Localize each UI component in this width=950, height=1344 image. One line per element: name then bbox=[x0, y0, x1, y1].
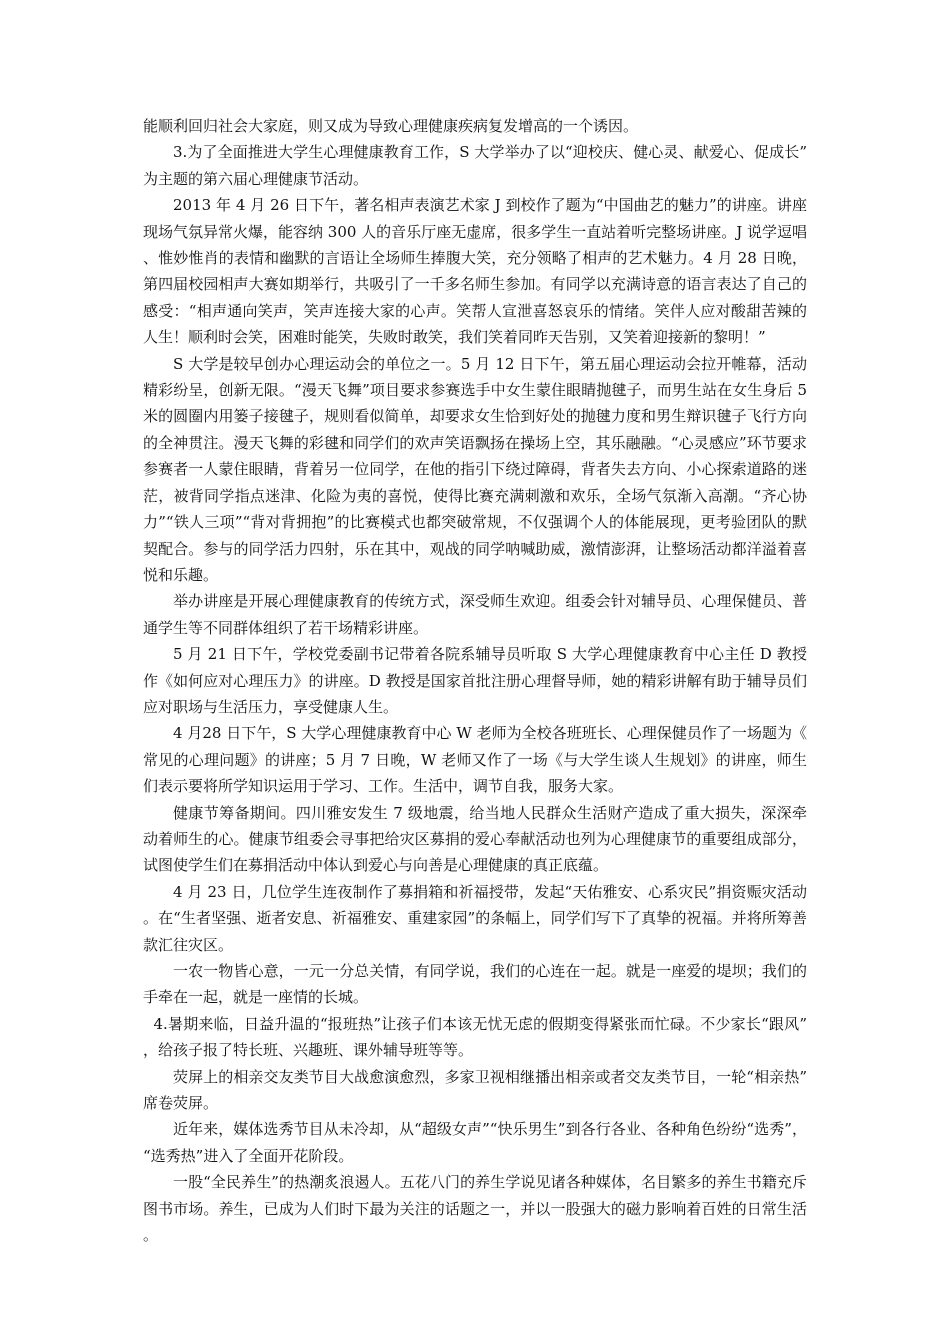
paragraph-2: 3.为了全面推进大学生心理健康教育工作，S 大学举办了以“迎校庆、健心灵、献爱心、促成长”为主题的第六届心理健康节活动。 bbox=[143, 143, 807, 188]
paragraph-12: 荧屏上的相亲交友类节目大战愈演愈烈，多家卫视相继播出相亲或者交友类节目，一轮“相亲热”席卷荧屏。 bbox=[143, 1067, 807, 1113]
paragraph-9: 4 月 23 日，几位学生连夜制作了募捐箱和祈福授带，发起“天佑雅安、心系灾民”捐资赈灾活动。在“生者坚强、逝者安息、祈福雅安、重建家园”的条幅上，同学们写下了真挚的祝福。并将所筹善款汇往灾区。 bbox=[143, 882, 807, 954]
paragraph-7: 4 月28 日下午，S 大学心理健康教育中心 W 老师为全校各班班长、心理保健员作了一场题为《常见的心理问题》的讲座；5 月 7 日晚，W 老师又作了一场《与大学生谈人生规划》的讲座，师生们表示要将所学知识运用于学习、工作。生活中，调节自我，服务大家。 bbox=[143, 724, 807, 796]
paragraph-13: 近年来，媒体选秀节目从未冷却，从“超级女声”“快乐男生”到各行各业、各种角色纷纷“选秀”，“选秀热”进入了全面开花阶段。 bbox=[143, 1120, 807, 1165]
paragraph-1: 能顺利回归社会大家庭，则又成为导致心理健康疾病复发增高的一个诱因。 bbox=[143, 117, 639, 135]
document-body bbox=[143, 113, 807, 1248]
paragraph-10: 一农一物皆心意，一元一分总关情，有同学说，我们的心连在一起。就是一座爱的堤坝；我们的手牵在一起，就是一座情的长城。 bbox=[143, 962, 807, 1007]
paragraph-6: 5 月 21 日下午，学校党委副书记带着各院系辅导员听取 S 大学心理健康教育中心主任 D 教授作《如何应对心理压力》的讲座。D 教授是国家首批注册心理督导师，她的精彩讲解有助于辅导员们应对职场与生活压力，享受健康人生。 bbox=[143, 645, 807, 716]
paragraph-11: 4.暑期来临，日益升温的“报班热”让孩子们本该无忧无虑的假期变得紧张而忙碌。不少家长“跟风”，给孩子报了特长班、兴趣班、课外辅导班等等。 bbox=[143, 1014, 807, 1060]
paragraph-14: 一股“全民养生”的热潮炙浪遏人。五花八门的养生学说见诸各种媒体，名目繁多的养生书籍充斥图书市场。养生，已成为人们时下最为关注的话题之一，并以一股强大的磁力影响着百姓的日常生活。 bbox=[143, 1173, 807, 1245]
paragraph-4: S 大学是较早创办心理运动会的单位之一。5 月 12 日下午，第五届心理运动会拉开帷幕，活动精彩纷呈，创新无限。“漫天飞舞”项目要求参赛选手中女生蒙住眼睛抛毽子，而男生站在女生身后 5 米的圆圈内用篓子接毽子，规则看似简单，却要求女生恰到好处的抛毽力度和男生辩识毽子飞行方向的全神贯注。漫天飞舞的彩毽和同学们的欢声笑语飘扬在操场上空，其乐融融。“心灵感应”环节要求参赛者一人蒙住眼睛，背着另一位同学，在他的指引下绕过障碍，背者失去方向、小心探索道路的迷茫，被背同学指点迷津、化险为夷的喜悦，使得比赛充满刺激和欢乐，全场气氛渐入高潮。“齐心协力”“铁人三项”“背对背拥抱”的比赛模式也都突破常规，不仅强调个人的体能展现，更考验团队的默契配合。参与的同学活力四射，乐在其中，观战的同学呐喊助威，激情澎湃，让整场活动都洋溢着喜悦和乐趣。 bbox=[143, 354, 807, 584]
paragraph-8: 健康节筹备期间。四川雅安发生 7 级地震，给当地人民群众生活财产造成了重大损失，深深牵动着师生的心。健康节组委会寻事把给灾区募捐的爱心奉献活动也列为心理健康节的重要组成部分，试图使学生们在募捐活动中体认到爱心与向善是心理健康的真正底蕴。 bbox=[143, 803, 807, 875]
paragraph-3: 2013 年 4 月 26 日下午，著名相声表演艺术家 J 到校作了题为“中国曲艺的魅力”的讲座。讲座现场气氛异常火爆，能容纳 300 人的音乐厅座无虚席，很多学生一直站着听完整场讲座。J 说学逗唱、惟妙惟肖的表情和幽默的言语让全场师生捧腹大笑，充分领略了相声的艺术魅力。4 月 28 日晚，第四届校园相声大赛如期举行，共吸引了一千多名师生参加。有同学以充满诗意的语言表达了自己的感受：“相声通向笑声，笑声连接大家的心声。笑帮人宣泄喜怒哀乐的情绪。笑伴人应对酸甜苦辣的人生！顺利时会笑，困难时能笑，失败时敢笑，我们笑着同昨天告别，又笑着迎接新的黎明！” bbox=[143, 196, 807, 347]
paragraph-5: 举办讲座是开展心理健康教育的传统方式，深受师生欢迎。组委会针对辅导员、心理保健员、普通学生等不同群体组织了若干场精彩讲座。 bbox=[143, 592, 807, 637]
